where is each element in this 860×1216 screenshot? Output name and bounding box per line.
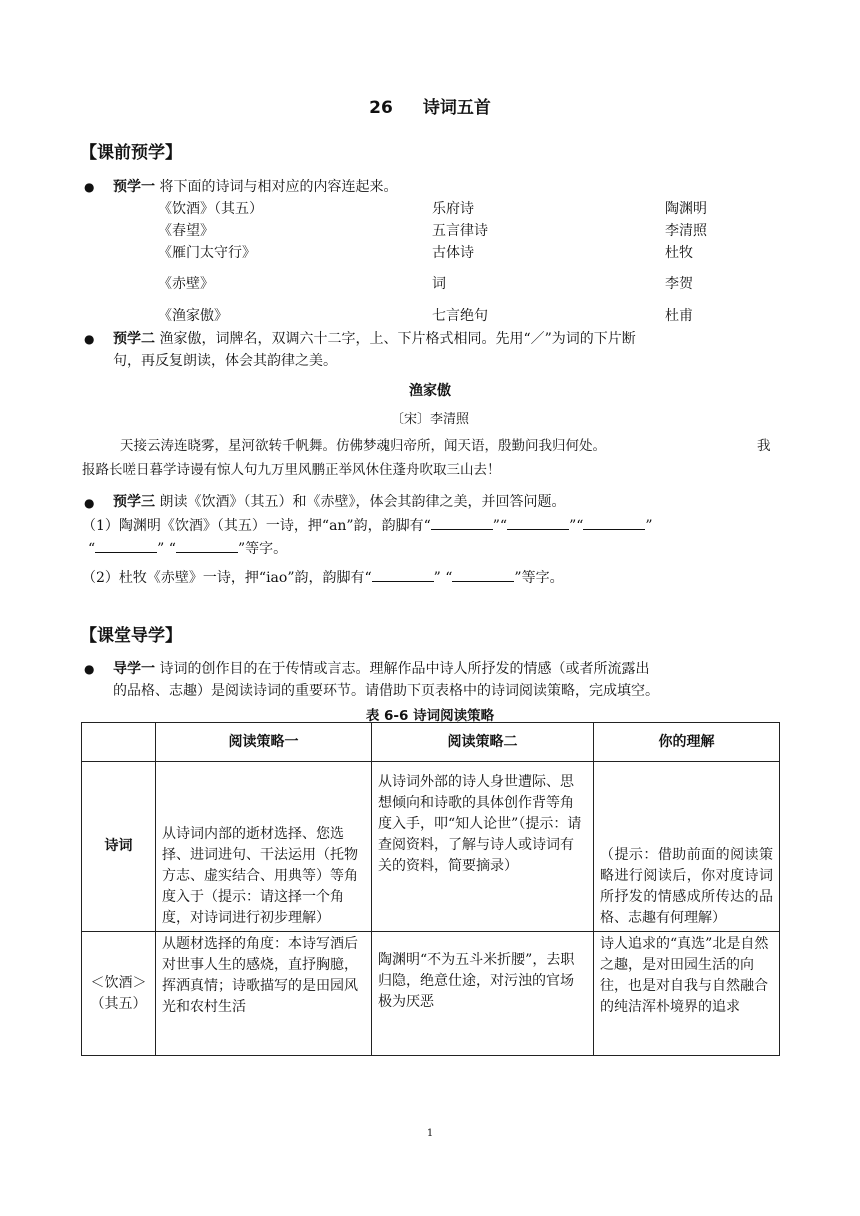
bullet-icon: ● (84, 180, 95, 194)
row-label: 诗词 (82, 762, 156, 932)
answer-blank[interactable] (452, 569, 514, 582)
row-label-sub: （其五） (90, 995, 147, 1012)
table-row (82, 723, 780, 762)
poem-line-1-end: 我 (757, 438, 771, 454)
q-separator: ”“ (492, 518, 508, 534)
table-cell: 从诗词外部的诗人身世遭际、思想倾向和诗歌的具体创作背等角度入手，叩“知人论世”（提示：请查阅资料，了解与诗人或诗词有关的资料，简要摘录） (372, 762, 594, 932)
table-row (82, 932, 780, 1056)
pre3-text: 朗读《饮酒》（其五）和《赤壁》，体会其韵律之美，并回答问题。 (159, 494, 566, 510)
pre1-text: 将下面的诗词与相对应的内容连起来。 (159, 179, 398, 195)
match-author-1: 陶渊明 (665, 201, 707, 217)
lesson-title: 诗词五首 (422, 98, 491, 118)
table-header: 阅读策略一 (156, 723, 372, 762)
match-poem-2: 《春望》 (158, 223, 214, 239)
pre2-text: 渔家傲，词牌名，双调六十二字，上、下片格式相同。先用“／”为词的下片断 (159, 331, 636, 347)
section-class-guide: 【课堂导学】 (80, 626, 182, 646)
page-number: 1 (426, 1128, 434, 1139)
table-cell: 从诗词内部的逝材选择、您选择、进词进句、干法运用（托物方志、虚实结合、用典等）等角度入于（提示：请这择一个角度，对诗词进行初步理解） (156, 762, 372, 932)
bullet-icon: ● (84, 662, 95, 676)
q2-prefix: （2）杜牧《赤壁》一诗，押“iao”韵，韵脚有“ (82, 570, 372, 586)
bullet-icon: ● (84, 332, 95, 346)
row-label-title: ＜饮酒＞ (90, 974, 147, 991)
answer-blank[interactable] (95, 540, 157, 553)
q1-prefix: （1）陶渊明《饮酒》（其五）一诗，押“an”韵，韵脚有“ (82, 518, 431, 534)
match-author-3: 杜牧 (665, 245, 693, 261)
q-separator: ”“ (569, 518, 584, 534)
lesson-number: 26 (369, 98, 393, 118)
q-separator: ” “ (157, 541, 176, 557)
pre3-q1-cont (88, 538, 287, 558)
q-separator: ” “ (433, 570, 453, 586)
q1-suffix: ”等字。 (237, 541, 288, 557)
table-cell: 诗人追求的“真选”北是自然之趣，是对田园生活的向往，也是对自我与自然融合的纯洁浑朴境界的追求 (594, 932, 780, 1056)
match-poem-3: 《雁门太守行》 (158, 245, 256, 261)
match-form-2: 五言律诗 (432, 223, 488, 239)
table-row (82, 762, 780, 932)
pre1-line (113, 176, 397, 196)
answer-blank[interactable] (176, 540, 238, 553)
table-header: 阅读策略二 (372, 723, 594, 762)
match-poem-1: 《饮酒》（其五） (158, 201, 263, 217)
strategy-table (81, 722, 780, 1056)
match-author-4: 李贺 (665, 276, 693, 292)
match-form-3: 古体诗 (432, 245, 474, 261)
answer-blank[interactable] (372, 569, 434, 582)
pre1-label: 预学一 (113, 179, 155, 195)
answer-blank[interactable] (507, 517, 569, 530)
match-author-2: 李清照 (665, 223, 707, 239)
guide1-line1 (113, 658, 649, 678)
pre2-line2: 句，再反复朗读，体会其韵律之美。 (113, 353, 337, 369)
pre3-q2 (82, 567, 564, 587)
pre3-label: 预学三 (113, 494, 155, 510)
poem-author: 〔宋〕李清照 (390, 412, 469, 427)
q2-suffix: ”等字。 (514, 570, 564, 586)
match-form-1: 乐府诗 (432, 201, 474, 217)
match-poem-4: 《赤壁》 (158, 276, 214, 292)
page-title (0, 93, 860, 118)
poem-title: 渔家傲 (409, 383, 451, 399)
poem-line-2: 报路长嗟日暮学诗谩有惊人句九万里风鹏正举风休住蓬舟吹取三山去！ (82, 462, 501, 478)
table-header: 你的理解 (594, 723, 780, 762)
guide1-label: 导学一 (113, 661, 155, 677)
match-poem-5: 《渔家傲》 (158, 308, 228, 324)
answer-blank[interactable] (583, 517, 645, 530)
pre2-line1 (113, 328, 636, 348)
table-corner-cell (82, 723, 156, 762)
guide1-line2: 的品格、志趣）是阅读诗词的重要环节。请借助下页表格中的诗词阅读策略，完成填空。 (113, 683, 659, 699)
table-cell: （提示：借助前面的阅读策略进行阅读后，你对度诗词所抒发的情感成所传达的品格、志趣有何理解） (594, 762, 780, 932)
match-form-5: 七言绝句 (432, 308, 488, 324)
row-label (82, 932, 156, 1056)
match-form-4: 词 (432, 276, 446, 292)
bullet-icon: ● (84, 496, 95, 510)
poem-line-1: 天接云涛连晓雾，星河欲转千帆舞。仿佛梦魂归帝所，闻天语，殷勤问我归何处。 (120, 438, 606, 454)
table-caption: 表 6-6 诗词阅读策略 (365, 708, 495, 724)
match-author-5: 杜甫 (665, 308, 693, 324)
guide1-text: 诗词的创作目的在于传情或言志。理解作品中诗人所抒发的情感（或者所流露出 (159, 661, 650, 677)
pre2-label: 预学二 (113, 331, 155, 347)
pre3-line (113, 491, 565, 511)
table-cell: 从题材选择的角度：本诗写酒后对世事人生的感烧，直抒胸臆，挥洒真情；诗歌描写的是田园风光和农村生活 (156, 932, 372, 1056)
pre3-q1: （1）陶渊明《饮酒》（其五）一诗，押“an”韵，韵脚有“ ”“ ”“ ” (82, 518, 653, 534)
answer-blank[interactable] (431, 517, 493, 530)
table-cell: 陶渊明“不为五斗米折腰”，去职归隐，绝意仕途，对污浊的官场极为厌恶 (372, 932, 594, 1056)
section-pre-study: 【课前预学】 (80, 143, 182, 163)
q-open-quote: “ (88, 541, 96, 557)
